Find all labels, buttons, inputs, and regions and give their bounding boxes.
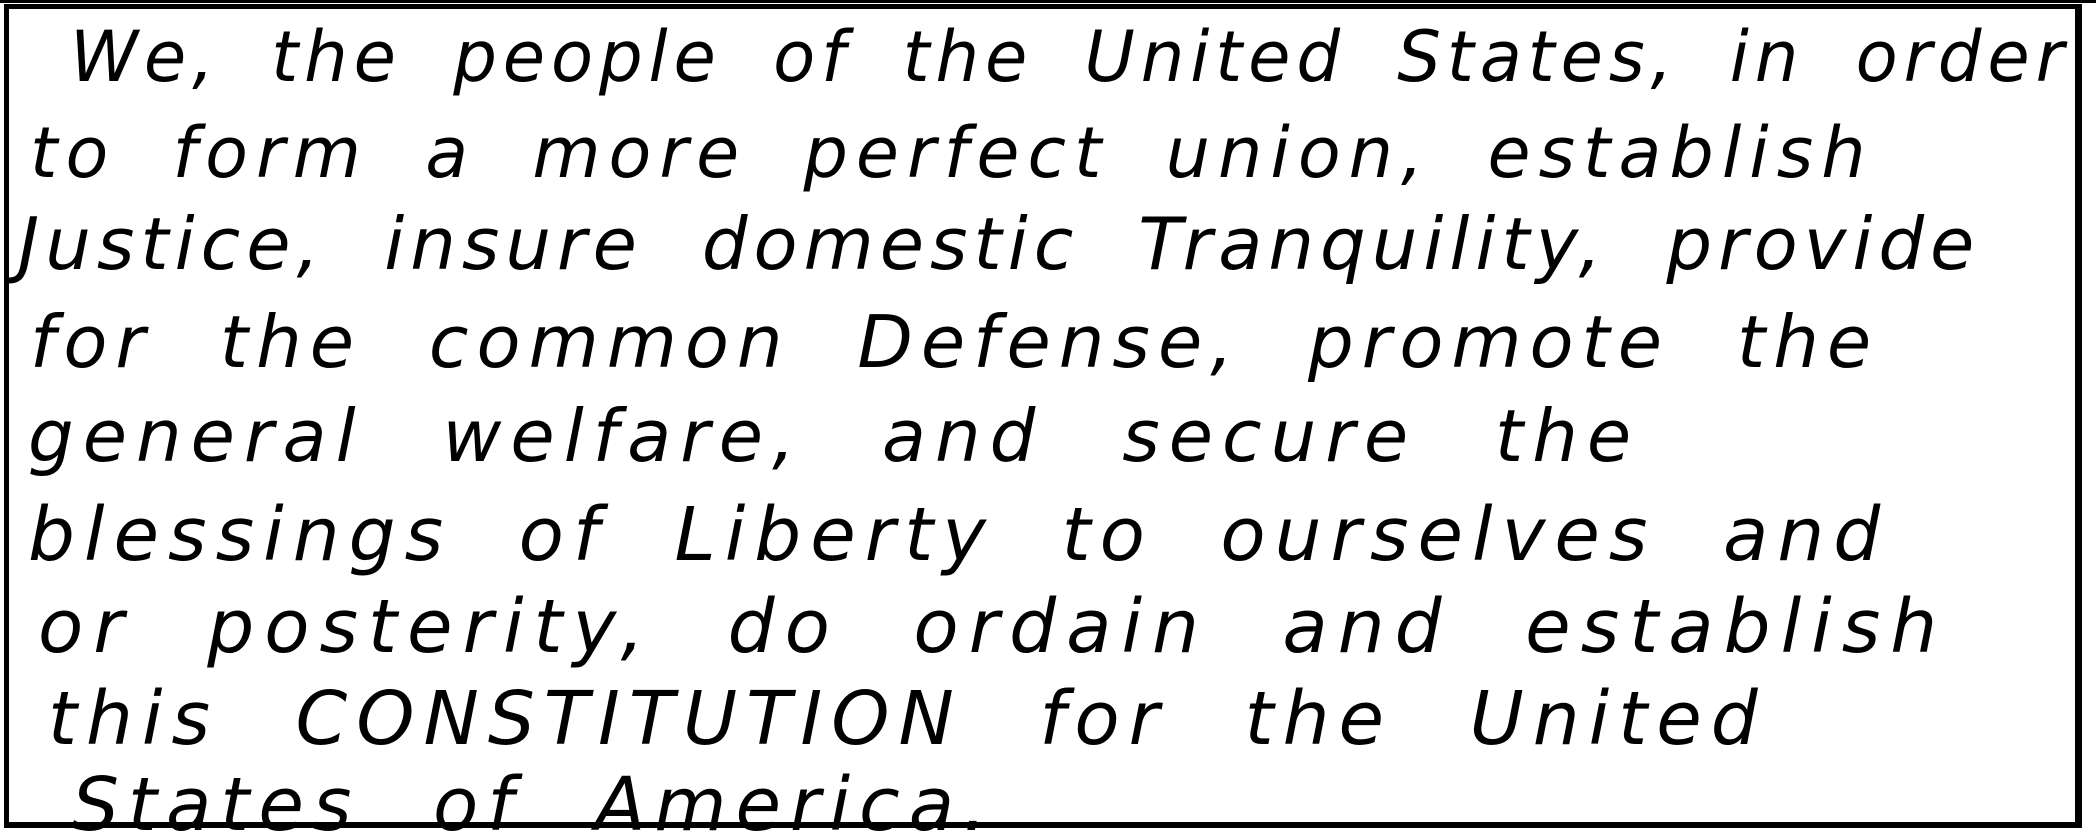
text-line-1: We, the people of the United States, in order [70,16,2070,98]
text-line-6: blessings of Liberty to ourselves and [28,492,1890,578]
text-line-5: general welfare, and secure the [28,394,1641,478]
text-line-4: for the common Defense, promote the [30,300,1880,384]
text-line-9: States of America. [72,762,996,837]
text-line-8: this CONSTITUTION for the United [48,676,1767,762]
text-line-2: to form a more perfect union, establish [30,112,1874,194]
text-line-3: Justice, insure domestic Tranquility, provide [18,202,1981,286]
top-edge-line [0,0,2096,3]
text-line-7: or posterity, do ordain and establish [38,584,1948,670]
